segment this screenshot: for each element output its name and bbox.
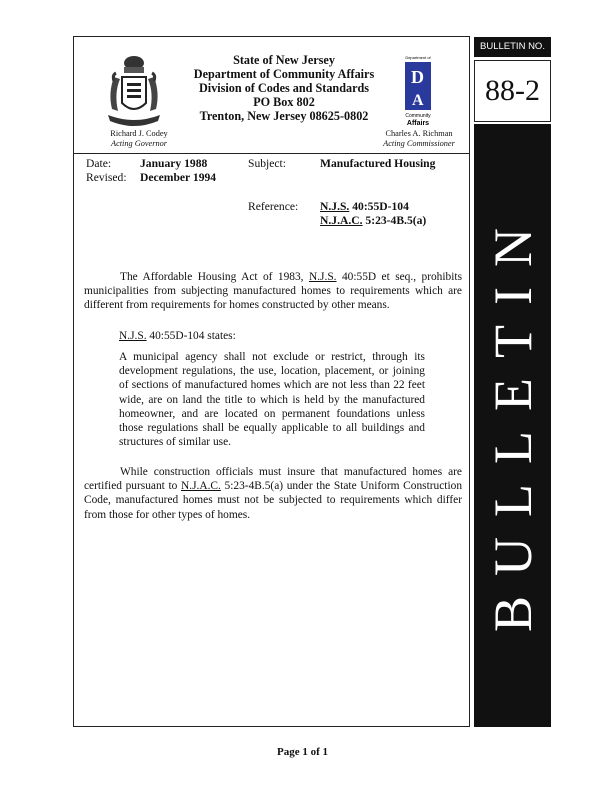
paragraph-conclusion-text-b: 5:23-4B.5(a) under the State Uniform Construction Code, manufactured homes must not be subjected to requirements which differ from those for other types of homes.	[84, 480, 463, 521]
logo-text-mid: Community	[405, 113, 431, 119]
paragraph-intro-text-b: 40:55D et seq., prohibits municipalities from subjecting manufactured homes to requirements which are different from requirements for homes constructed by other means.	[84, 271, 463, 312]
paragraph-intro	[84, 270, 462, 313]
paragraph-conclusion	[84, 465, 462, 522]
dca-logo-icon	[399, 53, 437, 129]
subject-label: Subject:	[248, 157, 286, 170]
bulletin-number: 88-2	[474, 60, 551, 122]
bulletin-vertical-text: BULLETIN	[482, 208, 543, 632]
reference-1-rest: 40:55D-104	[349, 200, 409, 213]
po-box: PO Box 802	[253, 95, 315, 109]
statute-intro-text: 40:55D-104 states:	[146, 330, 236, 342]
nj-state-seal-icon	[102, 53, 166, 133]
reference-2-rest: 5:23-4B.5(a)	[362, 214, 427, 227]
commissioner-title: Acting Commissioner	[383, 139, 455, 148]
city-state-zip: Trenton, New Jersey 08625-0802	[199, 109, 369, 123]
state-name: State of New Jersey	[233, 53, 335, 67]
bulletin-number-label: BULLETIN NO.	[474, 37, 551, 57]
logo-text-top: Department of	[405, 55, 431, 60]
statute-intro	[119, 329, 459, 343]
statute-quote: A municipal agency shall not exclude or restrict, through its development regulations, the use, location, placement, or joining of sections of manufactured homes which are not less than 22 feet wide, are on land the title to which is held by the manufactured homeowner, and are located on permanent foundations unless those regulations shall be equally applicable to all buildings and structures of similar use.	[119, 351, 425, 449]
bulletin-vertical-word	[474, 140, 551, 700]
bulletin-frame	[73, 36, 470, 727]
reference-2	[320, 214, 426, 228]
date-label: Date:	[86, 157, 112, 170]
subject-value: Manufactured Housing	[320, 157, 436, 170]
reference-label: Reference:	[248, 200, 299, 213]
reference-1-cite: N.J.S.	[320, 200, 350, 213]
svg-text:A: A	[412, 92, 424, 109]
revised-value: December 1994	[140, 171, 217, 184]
paragraph-intro-text-a: The Affordable Housing Act of 1983,	[120, 271, 309, 283]
header-divider	[74, 153, 469, 154]
commissioner-signature-block	[369, 129, 469, 149]
governor-title: Acting Governor	[111, 139, 167, 148]
reference-1	[320, 200, 409, 214]
department-name: Department of Community Affairs	[193, 67, 375, 81]
division-name: Division of Codes and Standards	[199, 81, 369, 95]
paragraph-conclusion-cite: N.J.A.C.	[181, 480, 221, 493]
logo-text-bottom: Affairs	[406, 120, 430, 127]
governor-signature-block	[94, 129, 184, 149]
paragraph-conclusion-text-a: While construction officials must insure that manufactured homes are certified pursuant to	[84, 466, 462, 493]
date-value: January 1988	[140, 157, 208, 170]
agency-address	[174, 53, 394, 123]
commissioner-name: Charles A. Richman	[385, 129, 453, 138]
paragraph-intro-cite: N.J.S.	[308, 271, 337, 283]
svg-text:D: D	[411, 67, 424, 87]
statute-intro-cite: N.J.S.	[119, 330, 147, 342]
governor-name: Richard J. Codey	[110, 129, 168, 138]
letterhead	[74, 37, 469, 155]
page-indicator: Page 1 of 1	[276, 746, 328, 758]
revised-label: Revised:	[86, 171, 127, 184]
reference-2-cite: N.J.A.C.	[320, 214, 363, 227]
